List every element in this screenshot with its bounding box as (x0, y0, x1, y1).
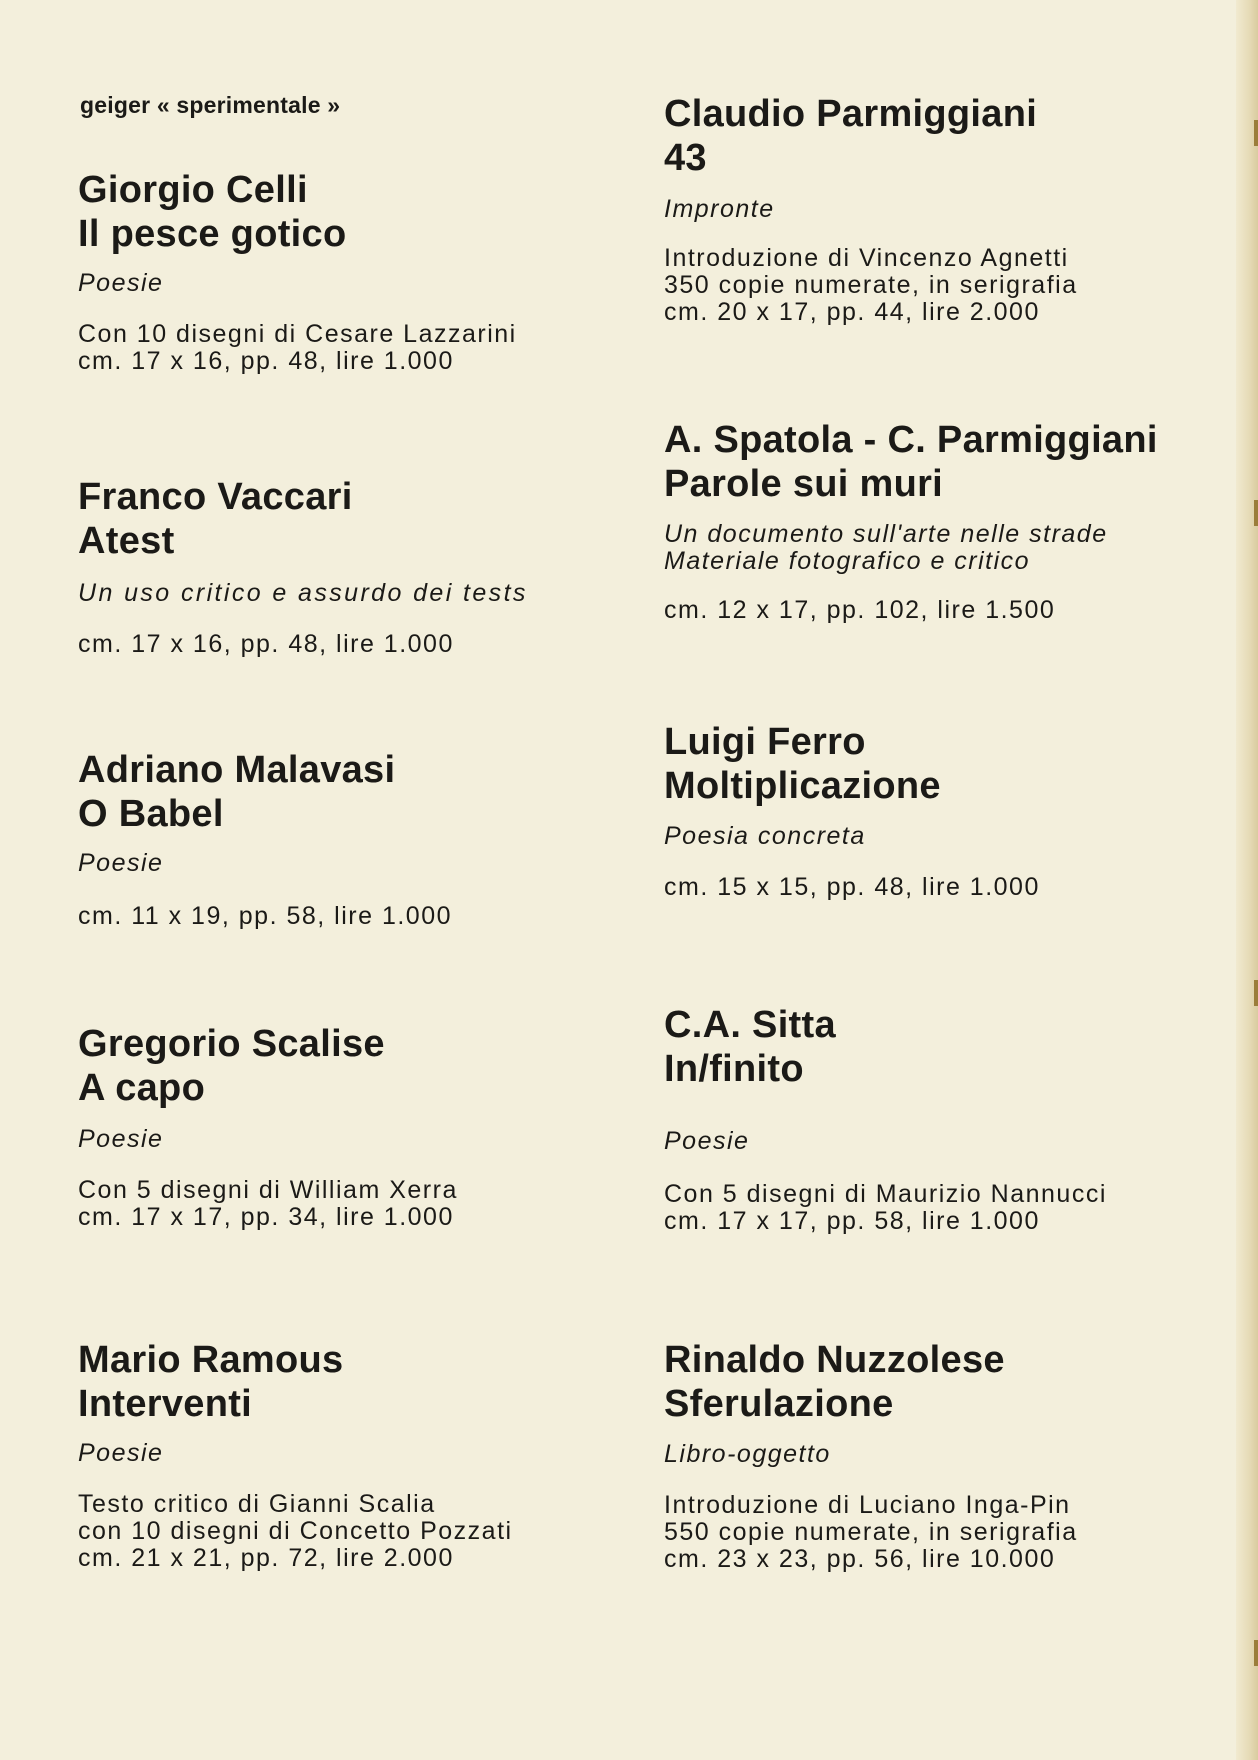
book-author: Rinaldo Nuzzolese (664, 1339, 1005, 1381)
book-entry (664, 1003, 1224, 1235)
edge-mark (1254, 500, 1258, 526)
book-genre: Un documento sull'arte nelle strade Materiale fotografico e critico (664, 520, 1108, 575)
book-details: Con 10 disegni di Cesare Lazzarini cm. 17 x 16, pp. 48, lire 1.000 (78, 320, 517, 375)
book-genre: Poesie (664, 1127, 750, 1155)
book-genre: Poesie (78, 849, 164, 877)
book-details: Introduzione di Luciano Inga-Pin 550 copie numerate, in serigrafia cm. 23 x 23, pp. 56, lire 10.000 (664, 1491, 1078, 1573)
book-genre: Libro-oggetto (664, 1440, 831, 1468)
book-details: Con 5 disegni di Maurizio Nannucci cm. 17 x 17, pp. 58, lire 1.000 (664, 1180, 1107, 1235)
book-author: Gregorio Scalise (78, 1023, 385, 1065)
book-details: cm. 17 x 16, pp. 48, lire 1.000 (78, 630, 454, 658)
book-entry (78, 168, 638, 375)
book-details: Con 5 disegni di William Xerra cm. 17 x 17, pp. 34, lire 1.000 (78, 1176, 458, 1231)
book-genre: Poesie (78, 269, 164, 297)
book-entry (78, 1022, 638, 1231)
book-author: C.A. Sitta (664, 1004, 836, 1046)
book-title: Interventi (78, 1383, 253, 1425)
book-author: Giorgio Celli (78, 169, 308, 211)
book-title: 43 (664, 137, 707, 179)
book-entry (78, 1338, 638, 1572)
book-details: cm. 15 x 15, pp. 48, lire 1.000 (664, 873, 1040, 901)
book-details: Introduzione di Vincenzo Agnetti 350 copie numerate, in serigrafia cm. 20 x 17, pp. 44, lire 2.000 (664, 244, 1078, 326)
book-entry (664, 92, 1224, 326)
book-title: Moltiplicazione (664, 765, 941, 807)
book-title: Il pesce gotico (78, 213, 347, 255)
book-author: Mario Ramous (78, 1339, 344, 1381)
book-genre: Poesie (78, 1125, 164, 1153)
book-genre: Poesie (78, 1439, 164, 1467)
book-entry (664, 418, 1224, 624)
book-entry (664, 720, 1224, 901)
page-edge (1236, 0, 1258, 1760)
book-author: Luigi Ferro (664, 721, 866, 763)
book-entry (78, 475, 638, 658)
book-entry (78, 748, 638, 930)
book-title: Sferulazione (664, 1383, 894, 1425)
book-author: A. Spatola - C. Parmiggiani (664, 419, 1158, 461)
book-title: Atest (78, 520, 175, 562)
book-genre: Un uso critico e assurdo dei tests (78, 579, 528, 607)
book-entry (664, 1338, 1224, 1573)
book-author: Claudio Parmiggiani (664, 93, 1038, 135)
book-title: Parole sui muri (664, 463, 944, 505)
book-title: A capo (78, 1067, 206, 1109)
edge-mark (1254, 120, 1258, 146)
edge-mark (1254, 1640, 1258, 1666)
book-details: Testo critico di Gianni Scalia con 10 disegni di Concetto Pozzati cm. 21 x 21, pp. 72, lire 2.000 (78, 1490, 513, 1572)
book-genre: Poesia concreta (664, 822, 866, 850)
book-details: cm. 12 x 17, pp. 102, lire 1.500 (664, 596, 1056, 624)
book-author: Adriano Malavasi (78, 749, 396, 791)
book-title: O Babel (78, 793, 224, 835)
book-genre: Impronte (664, 195, 775, 223)
edge-mark (1254, 980, 1258, 1006)
book-title: In/finito (664, 1048, 804, 1090)
book-author: Franco Vaccari (78, 476, 353, 518)
series-header: geiger « sperimentale » (80, 92, 341, 118)
book-details: cm. 11 x 19, pp. 58, lire 1.000 (78, 902, 453, 930)
